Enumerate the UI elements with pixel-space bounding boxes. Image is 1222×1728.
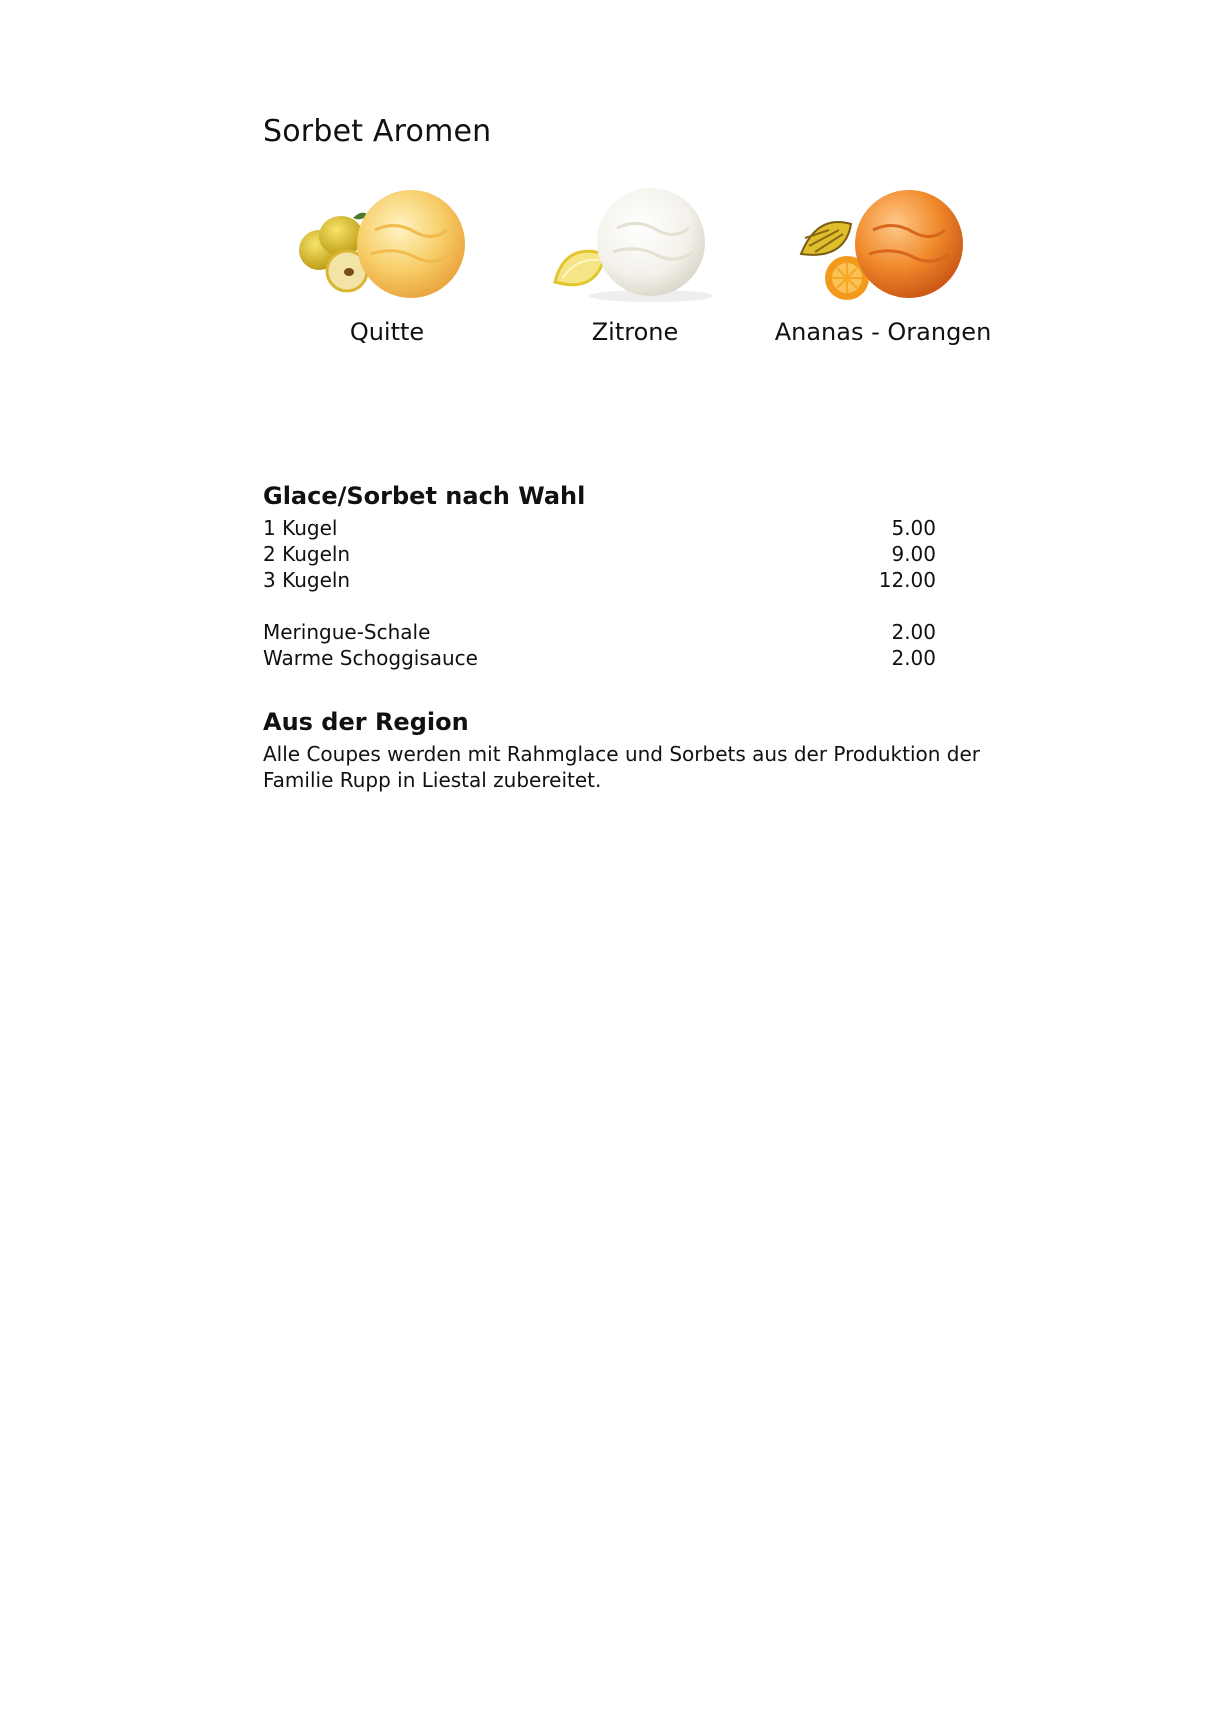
prices-section-title: Glace/Sorbet nach Wahl xyxy=(263,482,586,510)
flavor-gallery xyxy=(263,188,1003,358)
quince-sorbet-scoop-icon xyxy=(299,188,475,306)
price-value: 2.00 xyxy=(891,646,936,670)
price-label: 2 Kugeln xyxy=(263,542,351,566)
price-row-2-kugeln xyxy=(263,541,936,567)
sorbet-section-title: Sorbet Aromen xyxy=(263,114,492,149)
pineapple-orange-sorbet-scoop-icon xyxy=(795,188,971,306)
price-value: 5.00 xyxy=(891,516,936,540)
flavor-name: Ananas - Orangen xyxy=(774,318,992,346)
price-value: 9.00 xyxy=(891,542,936,566)
price-label: 1 Kugel xyxy=(263,516,338,540)
region-section-title: Aus der Region xyxy=(263,708,469,736)
flavor-name: Quitte xyxy=(349,318,425,346)
price-row-warme-schoggisauce xyxy=(263,645,936,671)
price-value: 2.00 xyxy=(891,620,936,644)
price-value: 12.00 xyxy=(878,568,936,592)
region-description: Alle Coupes werden mit Rahmglace und Sorbets aus der Produktion der Familie Rupp in Liestal zubereitet. xyxy=(263,742,980,792)
price-row-meringue-schale xyxy=(263,619,936,645)
price-row-1-kugel xyxy=(263,515,936,541)
price-label: 3 Kugeln xyxy=(263,568,351,592)
lemon-sorbet-scoop-icon xyxy=(547,188,723,306)
flavor-name: Zitrone xyxy=(591,318,679,346)
flavor-item-ananas-orangen xyxy=(759,188,1007,346)
flavor-item-zitrone xyxy=(511,188,759,346)
price-label: Warme Schoggisauce xyxy=(263,646,478,670)
price-list xyxy=(263,515,936,671)
flavor-item-quitte xyxy=(263,188,511,346)
price-label: Meringue-Schale xyxy=(263,620,431,644)
price-row-3-kugeln xyxy=(263,567,936,593)
